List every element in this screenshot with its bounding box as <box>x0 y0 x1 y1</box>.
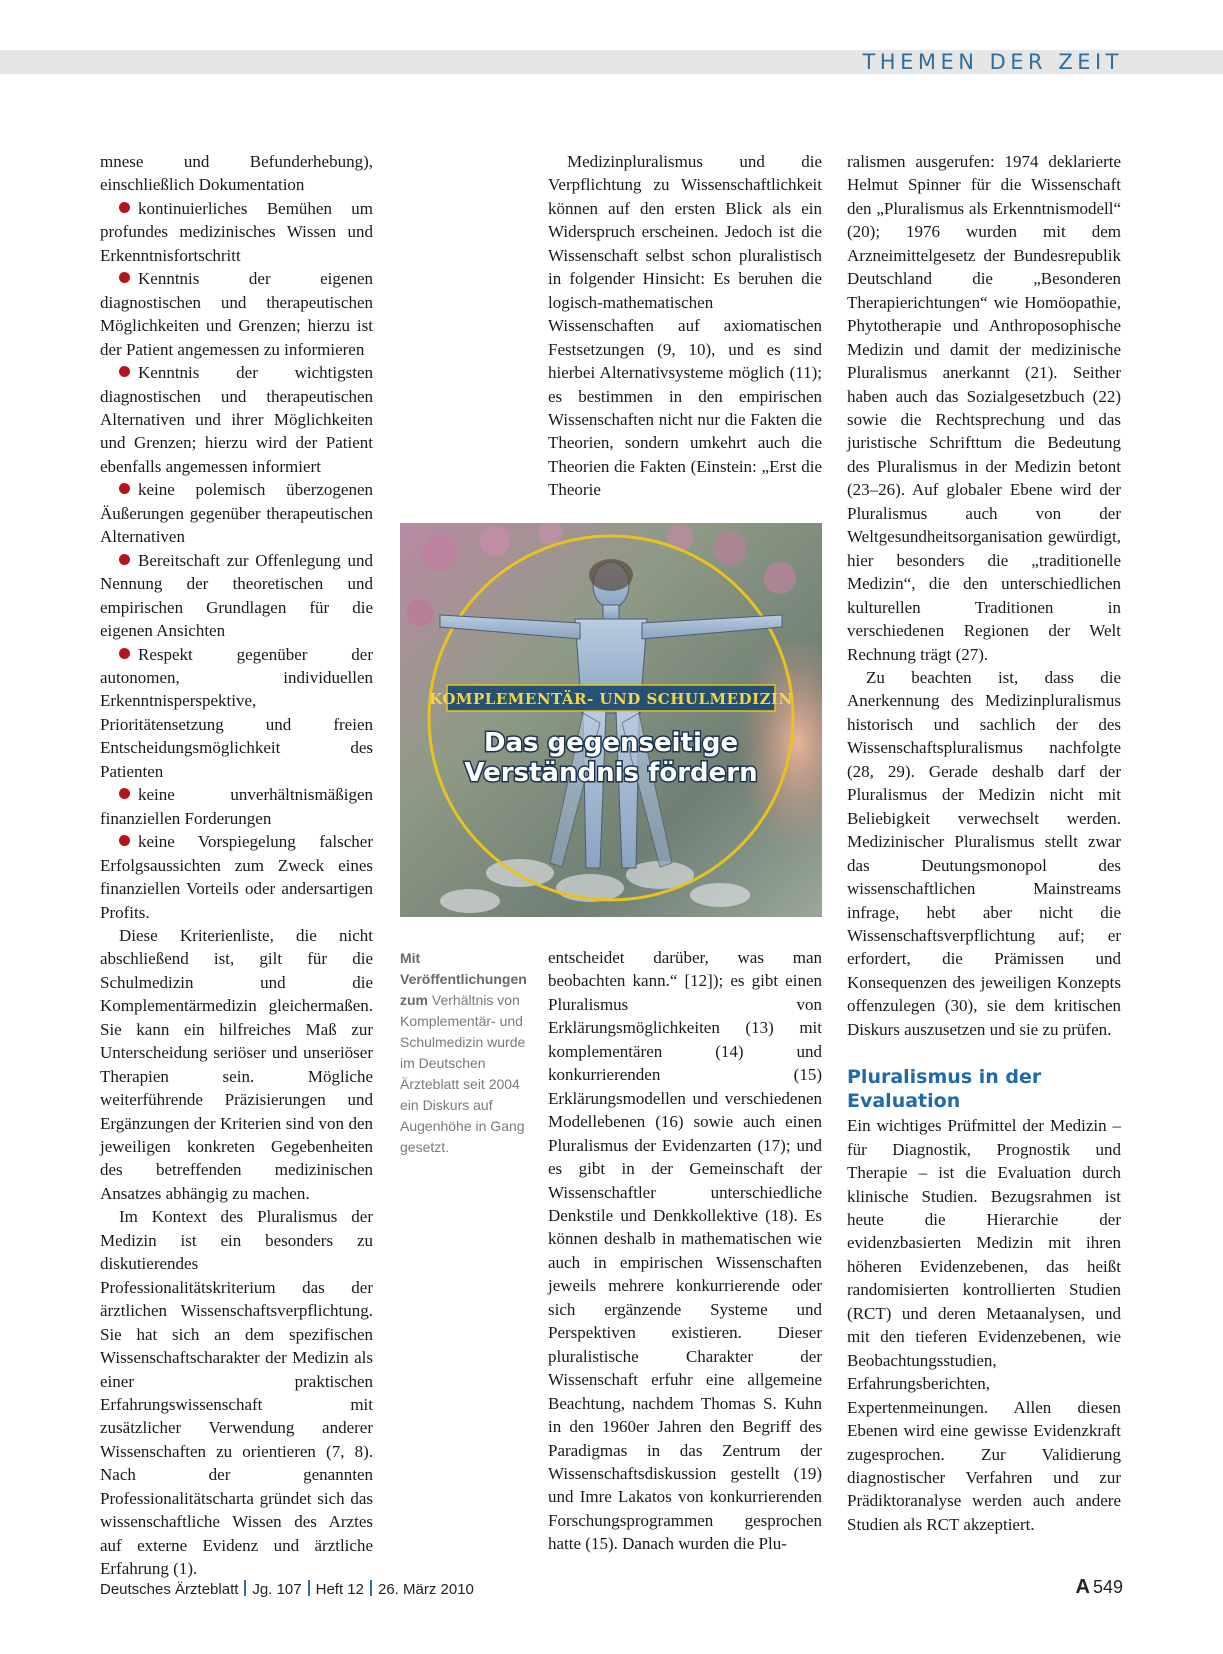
separator <box>244 1580 246 1596</box>
figure-title-line-1: Das gegenseitige <box>483 728 739 758</box>
bullet-item: kontinuierliches Bemühen um profundes medizinisches Wissen und Erkenntnisfortschritt <box>100 198 373 265</box>
column-2-bottom <box>548 946 822 1556</box>
footer <box>100 1580 474 1598</box>
section-title: THEMEN DER ZEIT <box>862 50 1123 74</box>
issue: Heft 12 <box>315 1581 364 1598</box>
journal-name: Deutsches Ärzteblatt <box>100 1581 239 1598</box>
paragraph: Im Kontext des Pluralismus der Medizin ist ein besonders zu diskutierendes Professionalitätskriterium das der ärztlichen Wissenschaftsverpflichtung. Sie hat sich an dem spezifischen Wissenschaftscharakter der Medizin als einer praktischen Erfahrungswissenschaft mit zusätzlicher Verwendung anderer Wissenschaften zu orientieren (7, 8). Nach der genannten Professionalitätscharta gründet sich das wissenschaftliche Wissen des Arztes auf externe Evidenz und ärztliche Erfahrung (1). <box>100 1207 373 1579</box>
issue-date: 26. März 2010 <box>378 1581 474 1598</box>
bullet-icon <box>119 366 130 377</box>
bullet-icon <box>119 483 130 494</box>
paragraph: Zu beachten ist, dass die Anerkennung des Medizinpluralismus historisch und sachlich der des Wissenschaftspluralismus nachfolgte (28, 29). Gerade deshalb darf der Pluralismus der Medizin nicht mit Beliebigkeit verwechselt werden. Medizinischer Pluralismus stellt zwar das Deutungsmonopol des wissenschaftlichen Mainstreams infrage, hebt aber nicht die Wissenschaftsverpflichtung auf; er erfordert, die Prämissen und Konsequenzen des jeweiligen Konzepts offenzulegen (30), sie dem kritischen Diskurs auszusetzen und sie zu prüfen. <box>847 667 1121 1039</box>
paragraph: Ein wichtiges Prüfmittel der Medizin – für Diagnostik, Prognostik und Therapie – ist die Evaluation durch klinische Studien. Bezugsrahmen ist heute die Hierarchie der evidenzbasierten Medizin mit ihren höheren Evidenzebenen, das heißt randomisierten kontrollierten Studien (RCT) und deren Metaanalysen, und mit den tieferen Evidenzebenen, wie Beobachtungsstudien, Erfahrungsberichten, Expertenmeinungen. Allen diesen Ebenen wird eine gewisse Evidenzkraft zugesprochen. Zur Validierung diagnostischer Verfahren und zur Prädiktoranalyse werden auch andere Studien als RCT akzeptiert. <box>847 1116 1121 1534</box>
paragraph: ralismen ausgerufen: 1974 deklarierte Helmut Spinner für die Wissenschaft den „Pluralismus als Erkenntnismodell“ (20); 1976 wurden mit dem Arzneimittelgesetz der Bundesrepublik Deutschland die „Besonderen Therapierichtungen“ wie Homöopathie, Phytotherapie und Anthroposophische Medizin und damit der medizinische Pluralismus anerkannt (21). Seither haben auch das Sozialgesetzbuch (22) sowie die Rechtsprechung und das juristische Schrifttum die Bedeutung des Pluralismus in der Medizin betont (23–26). Auf globaler Ebene wird der Pluralismus auch von der Weltgesundheitsorganisation gewürdigt, hier besonders die „traditionelle Medizin“, die den unterschiedlichen kulturellen Traditionen in verschiedenen Regionen der Welt Rechnung trägt (27). <box>847 152 1121 664</box>
bullet-item: Bereitschaft zur Offenlegung und Nennung der theoretischen und empirischen Grundlagen für die eigenen Ansichten <box>100 550 373 641</box>
bullet-item: keine polemisch überzogenen Äußerungen gegenüber therapeutischen Alternativen <box>100 480 373 547</box>
paragraph: entscheidet darüber, was man beobachten kann.“ [12]); es gibt einen Pluralismus von Erklärungsmöglichkeiten (13) mit komplementären (14) und konkurrierenden (15) Erklärungsmodellen und verschiedenen Modellebenen (16) sowie auch einen Pluralismus der Evidenzarten (17); und es gibt in der Gemeinschaft der Wissenschaftler unterschiedliche Denkstile und Denkkollektive (18). Es können deshalb in mathematischen wie auch in empirischen Wissenschaften jeweils mehrere konkurrierende oder sich ergänzende Systeme und Perspektiven existieren. Dieser pluralistische Charakter der Wissenschaft erfuhr eine allgemeine Beachtung, nachdem Thomas S. Kuhn in den 1960er Jahren den Begriff des Paradigmas in das Zentrum der Wissenschaftsdiskussion gestellt (19) und Imre Lakatos von konkurrierenden Forschungsprogrammen gesprochen hatte (15). Danach wurden die Plu- <box>548 948 822 1554</box>
page-number <box>1076 1576 1124 1599</box>
paragraph: Medizinpluralismus und die Verpflichtung zu Wissenschaftlichkeit können auf den ersten Blick als ein Widerspruch erscheinen. Jedoch ist die Wissenschaft selbst schon pluralistisch in folgender Hinsicht: Es beruhen die logisch-mathematischen Wissenschaften auf axiomatischen Festsetzungen (9, 10), und es sind hierbei Alternativsysteme möglich (11); es bestimmen in den empirischen Wissenschaften nicht nur die Fakten die Theorien, sondern umkehrt auch die Theorien die Fakten (Einstein: „Erst die Theorie <box>548 152 822 500</box>
column-2-top <box>548 150 822 502</box>
bullet-item: keine unverhältnismäßigen finanziellen Forderungen <box>100 785 373 828</box>
bullet-item: Respekt gegenüber der autonomen, individuellen Erkenntnisperspektive, Prioritätensetzung und freien Entscheidungsmöglichkeit des Patienten <box>100 644 373 781</box>
bullet-item: Kenntnis der eigenen diagnostischen und therapeutischen Möglichkeiten und Grenzen; hierzu ist der Patient angemessen zu informieren <box>100 269 373 359</box>
bullet-icon <box>119 554 130 565</box>
bullet-icon <box>119 835 130 846</box>
column-1 <box>100 150 373 1581</box>
caption-text: Verhältnis von Komplementär- und Schulmedizin wurde im Deutschen Ärzteblatt seit 2004 ein Diskurs auf Augenhöhe in Gang gesetzt. <box>400 992 526 1155</box>
banner-text: KOMPLEMENTÄR- UND SCHULMEDIZIN <box>429 690 793 708</box>
column-3 <box>847 150 1121 1536</box>
bullet-icon <box>119 648 130 659</box>
bullet-item: keine Vorspiegelung falscher Erfolgsaussichten zum Zweck eines finanziellen Vorteils oder andersartigen Profits. <box>100 832 373 922</box>
article-illustration <box>400 523 822 917</box>
bullet-icon <box>119 272 130 283</box>
figure-caption <box>400 948 528 1158</box>
bullet-icon <box>119 788 130 799</box>
section-heading: Pluralismus in der Evaluation <box>847 1066 1042 1113</box>
paragraph: Diese Kriterienliste, die nicht abschließend ist, gilt für die Schulmedizin und die Komplementärmedizin gleichermaßen. Sie kann ein hilfreiches Maß zur Unterscheidung seriöser und unseriöser Therapien sein. Mögliche weiterführende Präzisierungen und Ergänzungen der Kriterien sind von den jeweiligen konkreten Gegebenheiten des betreffenden medizinischen Ansatzes abhängig zu machen. <box>100 925 373 1203</box>
separator <box>370 1580 372 1596</box>
separator <box>308 1580 310 1596</box>
bullet-item: Kenntnis der wichtigsten diagnostischen und therapeutischen Alternativen und ihrer Möglichkeiten und Grenzen; hierzu wird der Patient ebenfalls angemessen informiert <box>100 363 373 476</box>
page-prefix: A <box>1075 1576 1090 1598</box>
page-number-value: 549 <box>1092 1577 1123 1597</box>
volume: Jg. 107 <box>252 1581 302 1598</box>
figure-title-line-2: Verständnis fördern <box>464 758 758 788</box>
paragraph: mnese und Befunderhebung), einschließlich Dokumentation <box>100 152 373 195</box>
bullet-icon <box>119 202 130 213</box>
illustration-graphic <box>400 523 822 917</box>
caption-lead: Mit Veröffentlichungen zum <box>400 950 527 1008</box>
